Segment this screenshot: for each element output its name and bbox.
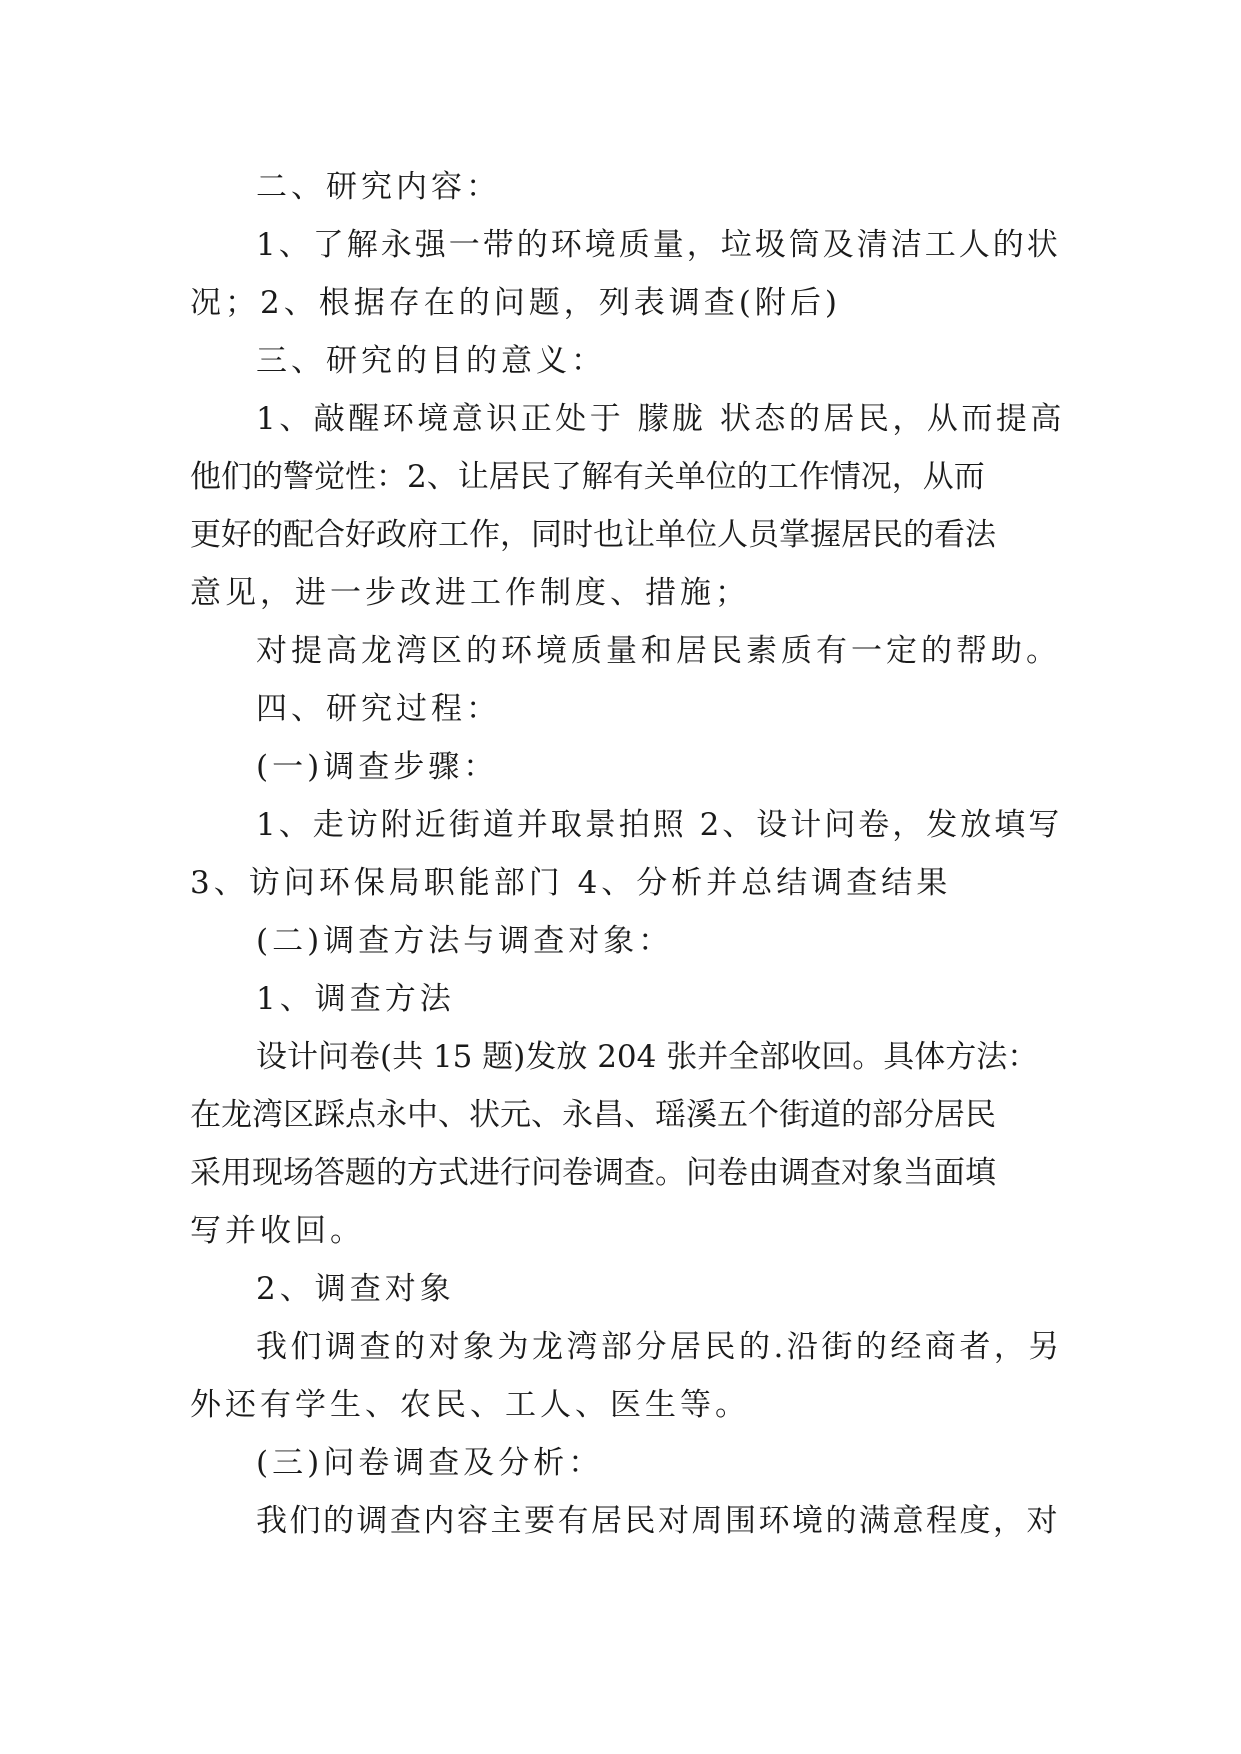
paragraph-line: 写并收回。: [190, 1213, 365, 1249]
paragraph-line: 1、敲醒环境意识正处于 朦胧 状态的居民，从而提高: [256, 401, 1065, 437]
subsection-heading-survey-analysis: (三)问卷调查及分析：: [256, 1445, 604, 1481]
section-heading-research-content: 二、研究内容：: [256, 169, 501, 205]
paragraph-line: 采用现场答题的方式进行问卷调查。问卷由调查对象当面填: [190, 1155, 996, 1191]
paragraph-line: 设计问卷(共 15 题)发放 204 张并全部收回。具体方法：: [256, 1039, 1039, 1075]
subsection-heading-steps: (一)调查步骤：: [256, 749, 499, 785]
item-heading-subjects: 2、调查对象: [256, 1271, 455, 1307]
section-heading-purpose: 三、研究的目的意义：: [256, 343, 606, 379]
paragraph-line: 我们的调查内容主要有居民对周围环境的满意程度，对: [256, 1503, 1060, 1539]
paragraph-line: 更好的配合好政府工作，同时也让单位人员掌握居民的看法: [190, 517, 996, 553]
paragraph-line: 3、访问环保局职能部门 4、分析并总结调查结果: [190, 865, 952, 901]
paragraph-line: 我们调查的对象为龙湾部分居民的.沿街的经商者，另: [256, 1329, 1063, 1365]
paragraph-line: 1、了解永强一带的环境质量，垃圾筒及清洁工人的状: [256, 227, 1061, 263]
section-heading-process: 四、研究过程：: [256, 691, 501, 727]
paragraph-line: 在龙湾区踩点永中、状元、永昌、瑶溪五个街道的部分居民: [190, 1097, 996, 1133]
paragraph-line: 意见，进一步改进工作制度、措施；: [190, 575, 750, 611]
paragraph-line: 对提高龙湾区的环境质量和居民素质有一定的帮助。: [256, 633, 1061, 669]
paragraph-line: 他们的警觉性：2、让居民了解有关单位的工作情况，从而: [190, 459, 985, 495]
subsection-heading-methods: (二)调查方法与调查对象：: [256, 923, 674, 959]
item-heading-method: 1、调查方法: [256, 981, 455, 1017]
paragraph-line: 况；2、根据存在的问题，列表调查(附后): [190, 285, 841, 321]
paragraph-line: 外还有学生、农民、工人、医生等。: [190, 1387, 750, 1423]
paragraph-line: 1、走访附近街道并取景拍照 2、设计问卷，发放填写: [256, 807, 1063, 843]
